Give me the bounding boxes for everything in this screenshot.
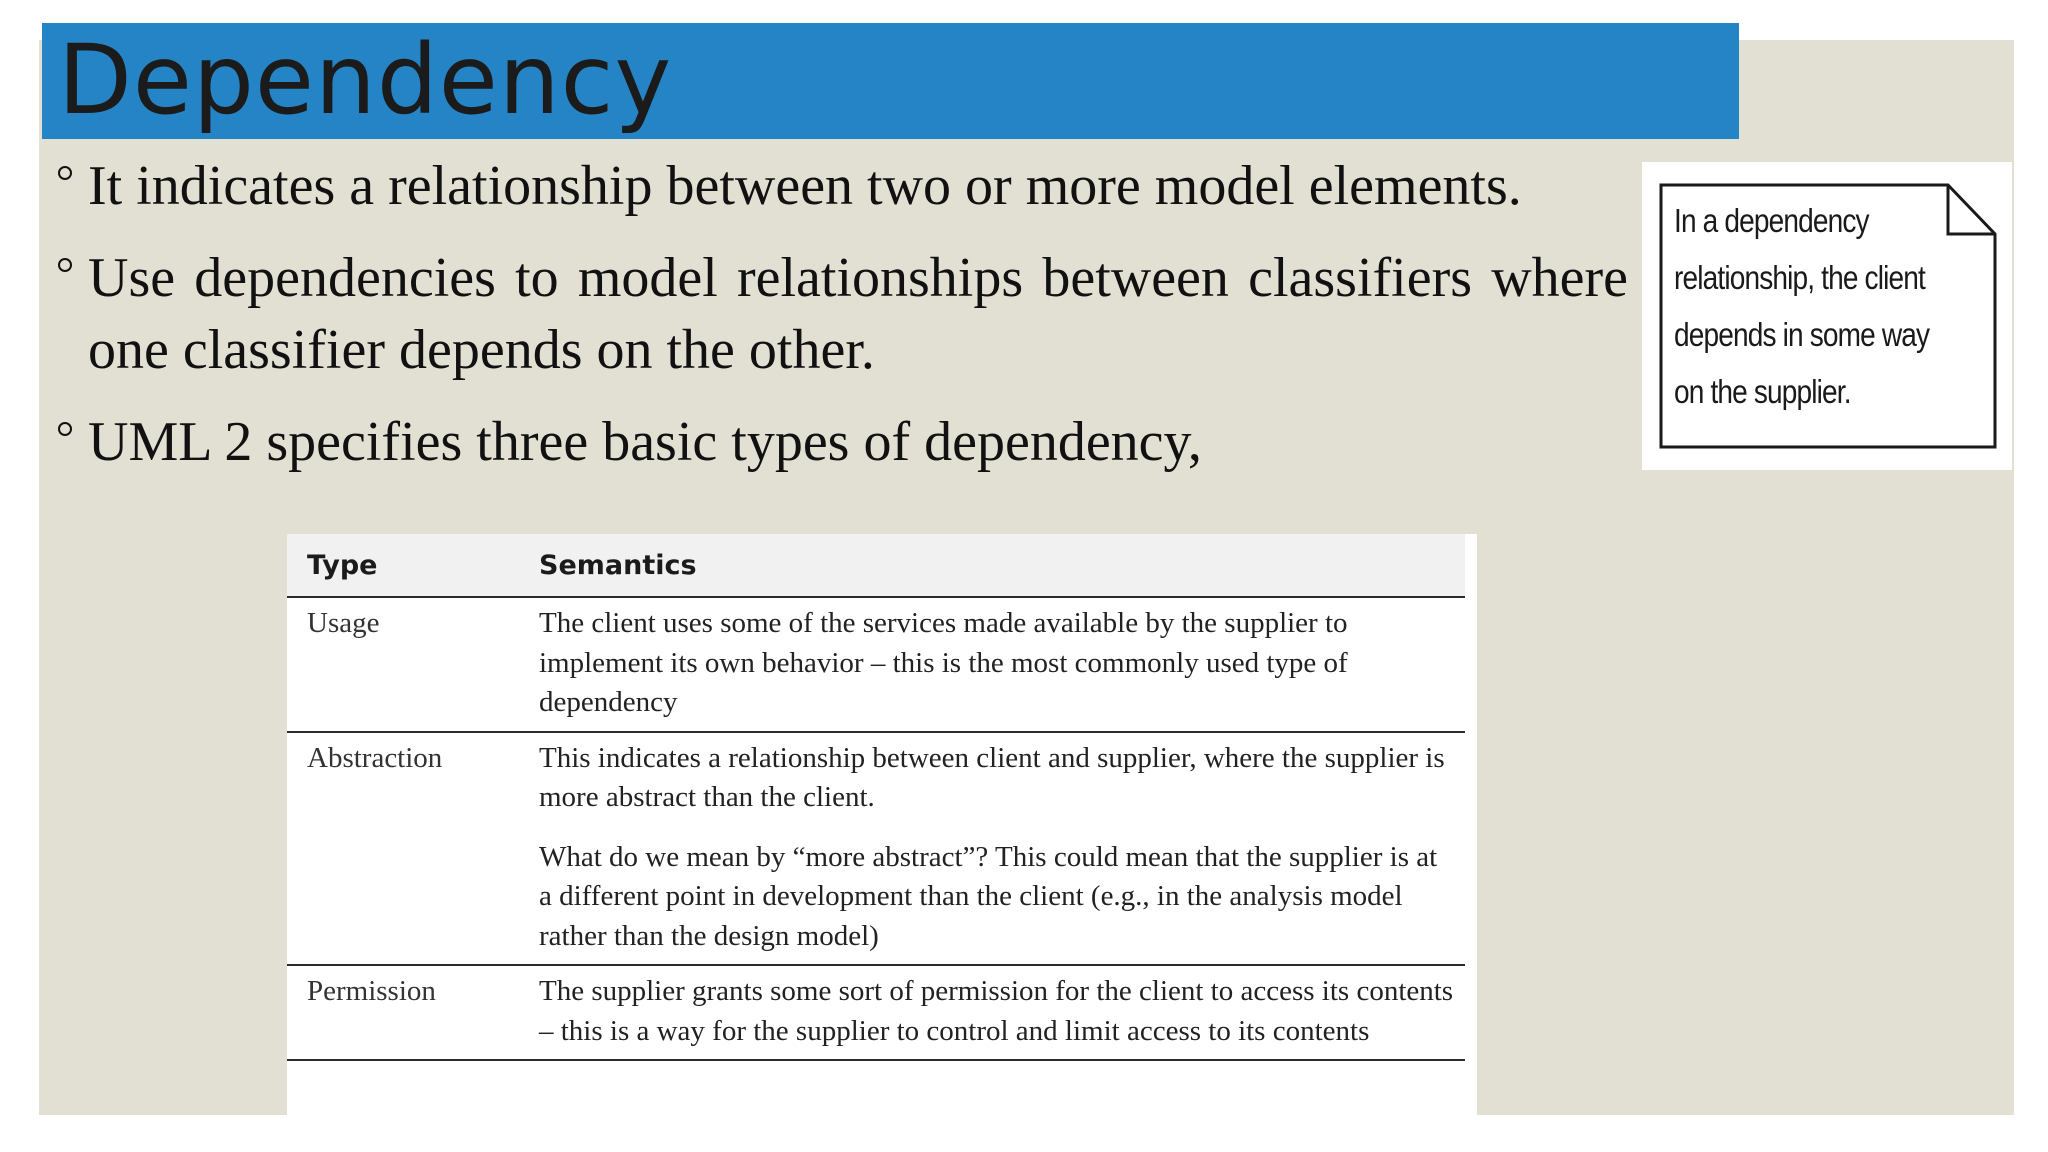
semantics-text: What do we mean by “more abstract”? This could mean that the supplier is at a different point in development than the client (e.g., in the analysis model rather than the design model) (539, 840, 1438, 952)
bullet-item (58, 242, 1628, 386)
bullet-item (58, 406, 1628, 478)
dependency-types-table (287, 534, 1465, 1061)
type-cell: Permission (287, 965, 519, 1060)
semantics-text: This indicates a relationship between client and supplier, where the supplier is more abstract than the client. (539, 741, 1445, 813)
bullet-circle-icon (58, 422, 72, 436)
table-row (287, 597, 1465, 732)
bullet-circle-icon (58, 258, 72, 272)
note-line: on the supplier. (1674, 373, 1851, 410)
note-line: relationship, the client (1674, 259, 1925, 296)
bullet-text: It indicates a relationship between two or more model elements. (88, 155, 1522, 217)
type-cell: Abstraction (287, 732, 519, 966)
header-semantics: Semantics (519, 534, 1465, 597)
semantics-text: The supplier grants some sort of permission for the client to access its contents – this is a way for the supplier to control and limit access to its contents (539, 975, 1454, 1047)
uml-note-card (1642, 162, 2012, 470)
slide-title: Dependency (58, 24, 673, 136)
bullet-text: UML 2 specifies three basic types of dependency, (88, 411, 1202, 473)
semantics-cell (519, 965, 1465, 1060)
bullet-circle-icon (58, 166, 72, 180)
semantics-cell (519, 732, 1465, 966)
note-line: In a dependency (1674, 202, 1869, 239)
note-line: depends in some way (1674, 316, 1930, 353)
semantics-text: The client uses some of the services made available by the supplier to implement its own behavior – this is the most commonly used type of dependency (539, 607, 1348, 718)
bullet-item (58, 150, 1628, 222)
table-row (287, 965, 1465, 1060)
table-header-row (287, 534, 1465, 597)
table-row (287, 732, 1465, 966)
type-cell: Usage (287, 597, 519, 732)
semantics-cell (519, 597, 1465, 732)
dependency-types-table-wrap (287, 534, 1477, 1118)
bullet-text: Use dependencies to model relationships between classifiers where one classifier depends on the other. (88, 247, 1628, 381)
note-text (1674, 192, 1946, 420)
header-type: Type (287, 534, 519, 597)
bullet-list (58, 150, 1628, 498)
